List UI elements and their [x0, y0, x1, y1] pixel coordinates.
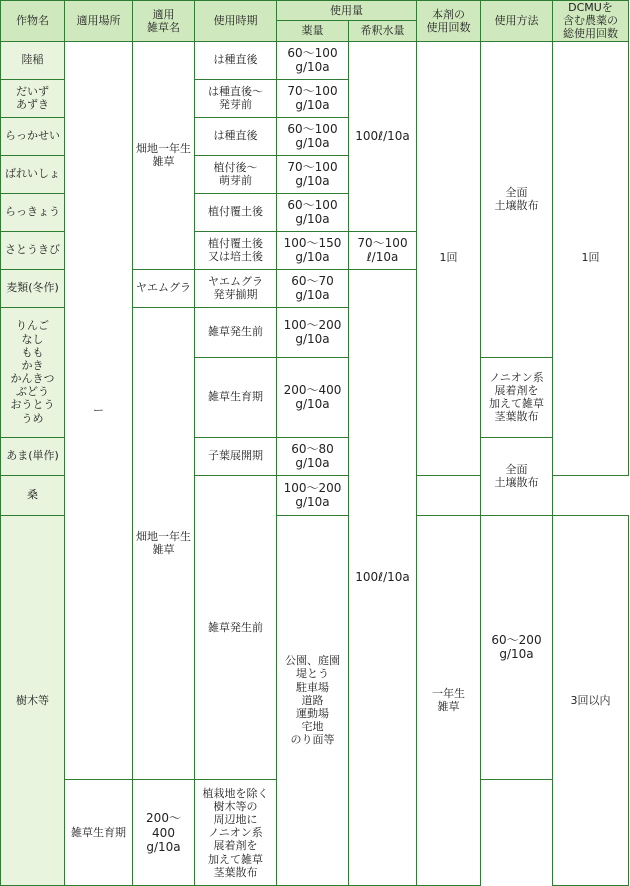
timing-2: は種直後～ 発芽前 — [195, 79, 277, 117]
timing-7: ヤエムグラ 発芽揃期 — [195, 269, 277, 307]
method-2: ノニオン系 展着剤を 加えて雑草 茎葉散布 — [481, 357, 553, 437]
dose-1: 60～100 g/10a — [277, 41, 349, 79]
weed-hatachi-2: 畑地一年生 雑草 — [133, 307, 195, 780]
header-drug: 薬量 — [277, 20, 349, 41]
timing-11: 雑草発生前 — [195, 475, 277, 780]
dose-6: 100～150 g/10a — [277, 231, 349, 269]
place-dash: ー — [65, 41, 133, 780]
weed-ichinensei: 一年生 雑草 — [417, 515, 481, 886]
timing-5: 植付覆土後 — [195, 193, 277, 231]
times-three: 3回以内 — [553, 515, 629, 886]
method-3: 全面 土壌散布 — [481, 437, 553, 515]
timing-3: は種直後 — [195, 117, 277, 155]
header-method: 使用方法 — [481, 1, 553, 42]
water-2: 70～100 ℓ/10a — [349, 231, 417, 269]
dose-9: 200～400 g/10a — [277, 357, 349, 437]
dose-8: 100～200 g/10a — [277, 307, 349, 357]
header-water: 希釈水量 — [349, 20, 417, 41]
dose-7: 60～70 g/10a — [277, 269, 349, 307]
crop-daizu: だいず あずき — [1, 79, 65, 117]
header-total: DCMUを 含む農薬の 総使用回数 — [553, 1, 629, 42]
timing-10: 子葉展開期 — [195, 437, 277, 475]
crop-satokibi: さとうきび — [1, 231, 65, 269]
total-once: 1回 — [553, 41, 629, 475]
timing-6: 植付覆土後 又は培土後 — [195, 231, 277, 269]
water-1: 100ℓ/10a — [349, 41, 417, 231]
place-non-ag: 公園、庭園 堤とう 駐車場 道路 運動場 宅地 のり面等 — [277, 515, 349, 886]
crop-rikuto: 陸稲 — [1, 41, 65, 79]
water-3: 100ℓ/10a — [349, 269, 417, 886]
dose-10: 60～80 g/10a — [277, 437, 349, 475]
header-weed: 適用 雑草名 — [133, 1, 195, 42]
dose-4: 70～100 g/10a — [277, 155, 349, 193]
timing-12: 雑草生育期 — [65, 780, 133, 886]
dose-5: 60～100 g/10a — [277, 193, 349, 231]
crop-kuwa: 桑 — [1, 475, 65, 515]
dose-11: 100～200 g/10a — [277, 475, 349, 515]
weed-yaemugura: ヤエムグラ — [133, 269, 195, 307]
header-crop: 作物名 — [1, 1, 65, 42]
crop-mugi: 麦類(冬作) — [1, 269, 65, 307]
dose-3: 60～100 g/10a — [277, 117, 349, 155]
timing-9: 雑草生育期 — [195, 357, 277, 437]
header-timing: 使用時期 — [195, 1, 277, 42]
header-amount: 使用量 — [277, 1, 417, 21]
crop-rakkasei: らっかせい — [1, 117, 65, 155]
dose-2: 70～100 g/10a — [277, 79, 349, 117]
weed-hatachi-1: 畑地一年生 雑草 — [133, 41, 195, 269]
method-1: 全面 土壌散布 — [481, 41, 553, 357]
timing-8: 雑草発生前 — [195, 307, 277, 357]
dose-12: 60～200 g/10a — [481, 515, 553, 780]
method-5: 植栽地を除く 樹木等の 周辺地に ノニオン系 展着剤を 加えて雑草 茎葉散布 — [195, 780, 277, 886]
crop-kaju: りんご なし もも かき かんきつ ぶどう おうとう うめ — [1, 307, 65, 437]
timing-1: は種直後 — [195, 41, 277, 79]
header-place: 適用場所 — [65, 1, 133, 42]
crop-ama: あま(単作) — [1, 437, 65, 475]
crop-rakkyo: らっきょう — [1, 193, 65, 231]
times-once: 1回 — [417, 41, 481, 475]
crop-jumoku: 樹木等 — [1, 515, 65, 886]
header-times: 本剤の 使用回数 — [417, 1, 481, 42]
timing-4: 植付後～ 萌芽前 — [195, 155, 277, 193]
crop-bareisho: ばれいしょ — [1, 155, 65, 193]
dose-13: 200～400 g/10a — [133, 780, 195, 886]
